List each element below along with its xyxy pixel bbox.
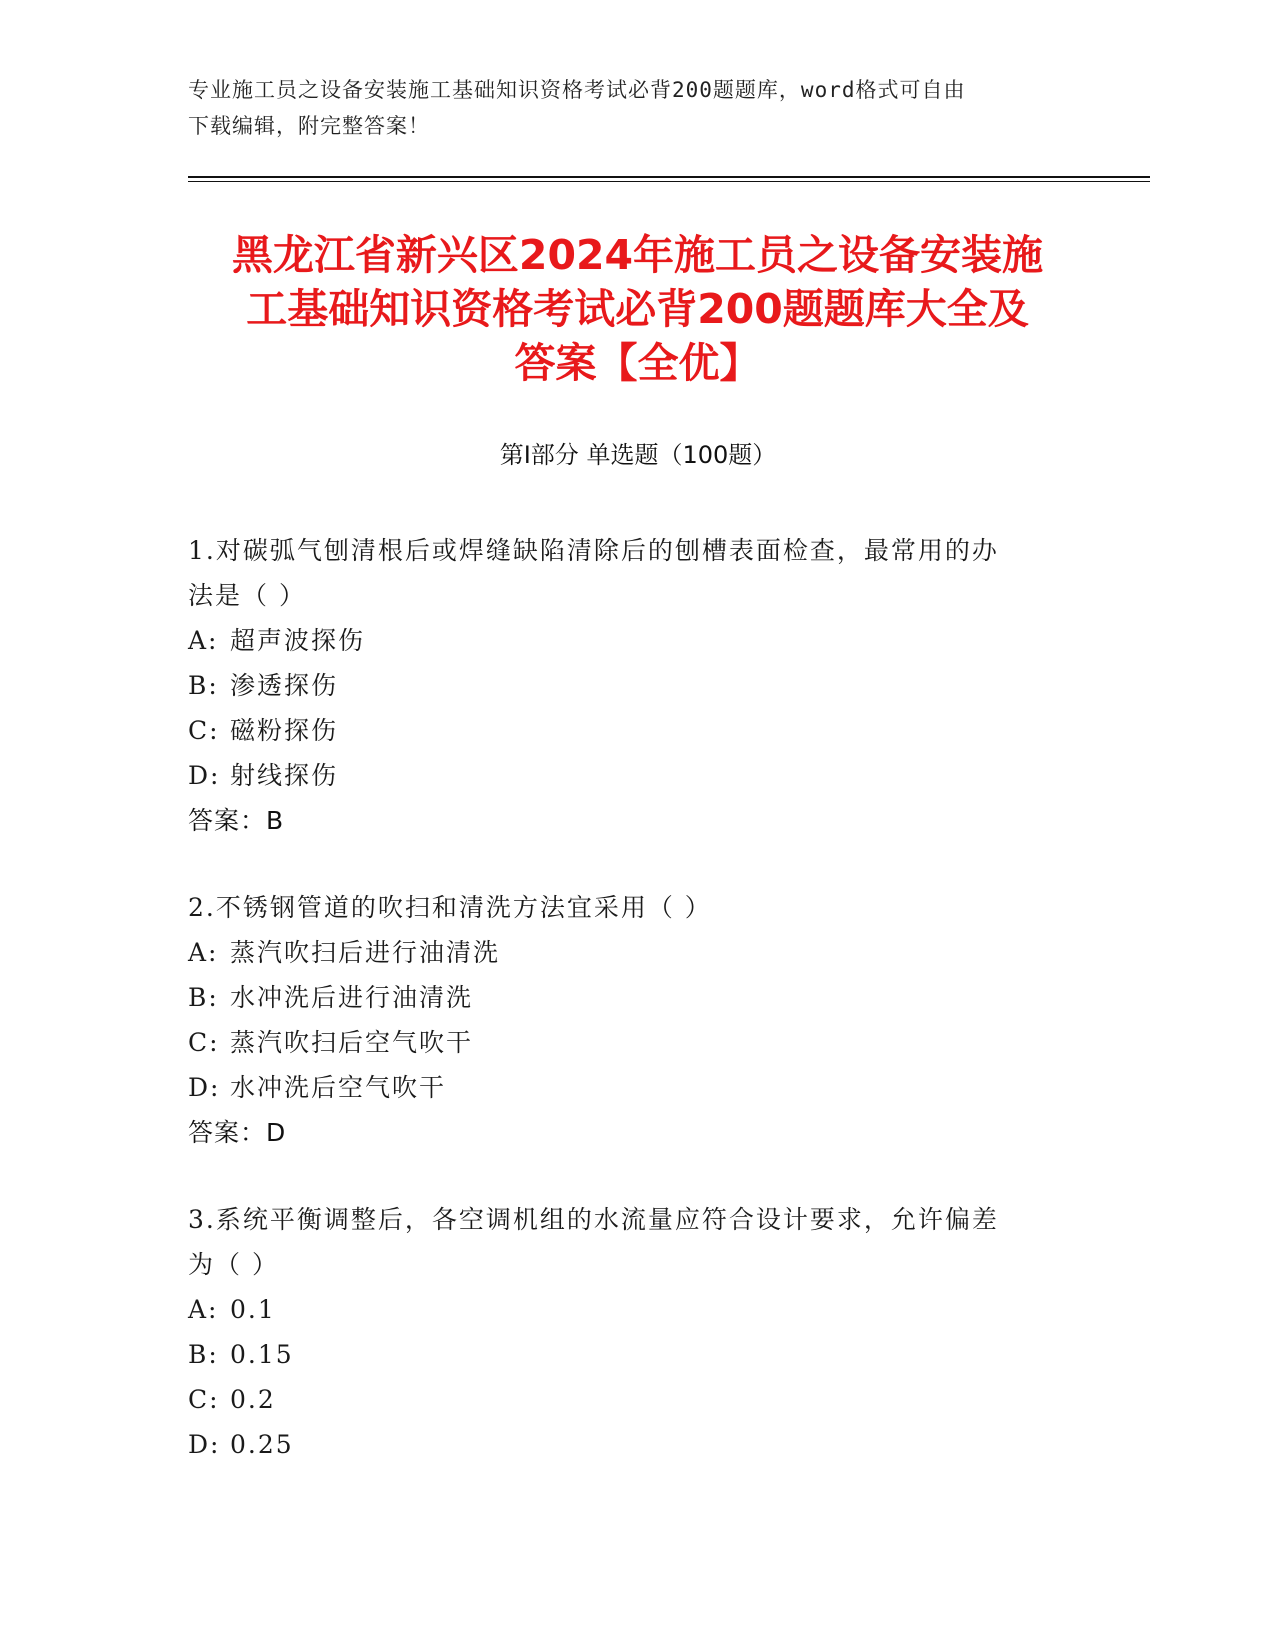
option-d	[188, 1422, 1068, 1467]
option-text: 0.1	[230, 1295, 276, 1324]
question-item	[188, 885, 1068, 1155]
option-key: A:	[188, 1295, 219, 1324]
option-text: 超声波探伤	[230, 626, 366, 655]
answer-text: 答案：B	[188, 806, 285, 835]
option-text: 蒸汽吹扫后空气吹干	[230, 1028, 474, 1057]
option-key: C:	[188, 1028, 220, 1057]
section-title: 第Ⅰ部分 单选题（100题）	[499, 441, 777, 469]
document-title-line-3: 答案【全优】	[514, 339, 761, 387]
option-d	[188, 1065, 1068, 1110]
question-item	[188, 528, 1068, 843]
option-a	[188, 1287, 1068, 1332]
option-key: A:	[188, 626, 219, 655]
answer-text: 答案：D	[188, 1118, 287, 1147]
option-key: D:	[188, 1430, 221, 1459]
option-a	[188, 930, 1068, 975]
question-list	[188, 528, 1068, 1509]
option-text: 0.15	[230, 1340, 294, 1369]
option-a	[188, 618, 1068, 663]
question-text-line-1: 3.系统平衡调整后，各空调机组的水流量应符合设计要求，允许偏差	[188, 1205, 999, 1234]
option-b	[188, 1332, 1068, 1377]
option-b	[188, 663, 1068, 708]
option-b	[188, 975, 1068, 1020]
option-key: D:	[188, 761, 221, 790]
question-text-line-1: 2.不锈钢管道的吹扫和清洗方法宜采用（ ）	[188, 893, 712, 922]
option-key: C:	[188, 1385, 220, 1414]
option-key: D:	[188, 1073, 221, 1102]
option-text: 0.25	[230, 1430, 294, 1459]
header-note-line-2: 下载编辑，附完整答案！	[188, 114, 430, 138]
option-key: B:	[188, 1340, 219, 1369]
option-text: 射线探伤	[230, 761, 339, 790]
question-item	[188, 1197, 1068, 1467]
document-title-line-1: 黑龙江省新兴区2024年施工员之设备安装施	[231, 231, 1044, 279]
option-key: A:	[188, 938, 219, 967]
question-text-line-2: 为（ ）	[188, 1250, 279, 1279]
option-c	[188, 708, 1068, 753]
option-text: 0.2	[230, 1385, 276, 1414]
option-key: C:	[188, 716, 220, 745]
header-note-line-1: 专业施工员之设备安装施工基础知识资格考试必背200题题库，word格式可自由	[188, 78, 966, 102]
option-d	[188, 753, 1068, 798]
option-key: B:	[188, 671, 219, 700]
document-title-line-2: 工基础知识资格考试必背200题题库大全及	[246, 285, 1029, 333]
option-text: 蒸汽吹扫后进行油清洗	[230, 938, 501, 967]
option-c	[188, 1020, 1068, 1065]
header-divider-thick	[188, 176, 1150, 178]
option-c	[188, 1377, 1068, 1422]
header-note	[188, 72, 1068, 144]
option-text: 水冲洗后空气吹干	[230, 1073, 447, 1102]
question-text-line-2: 法是（ ）	[188, 581, 306, 610]
option-text: 磁粉探伤	[230, 716, 339, 745]
option-key: B:	[188, 983, 219, 1012]
question-text-line-1: 1.对碳弧气刨清根后或焊缝缺陷清除后的刨槽表面检查，最常用的办	[188, 536, 999, 565]
document-title	[180, 228, 1095, 390]
option-text: 水冲洗后进行油清洗	[230, 983, 474, 1012]
header-divider-thin	[188, 181, 1150, 182]
option-text: 渗透探伤	[230, 671, 339, 700]
